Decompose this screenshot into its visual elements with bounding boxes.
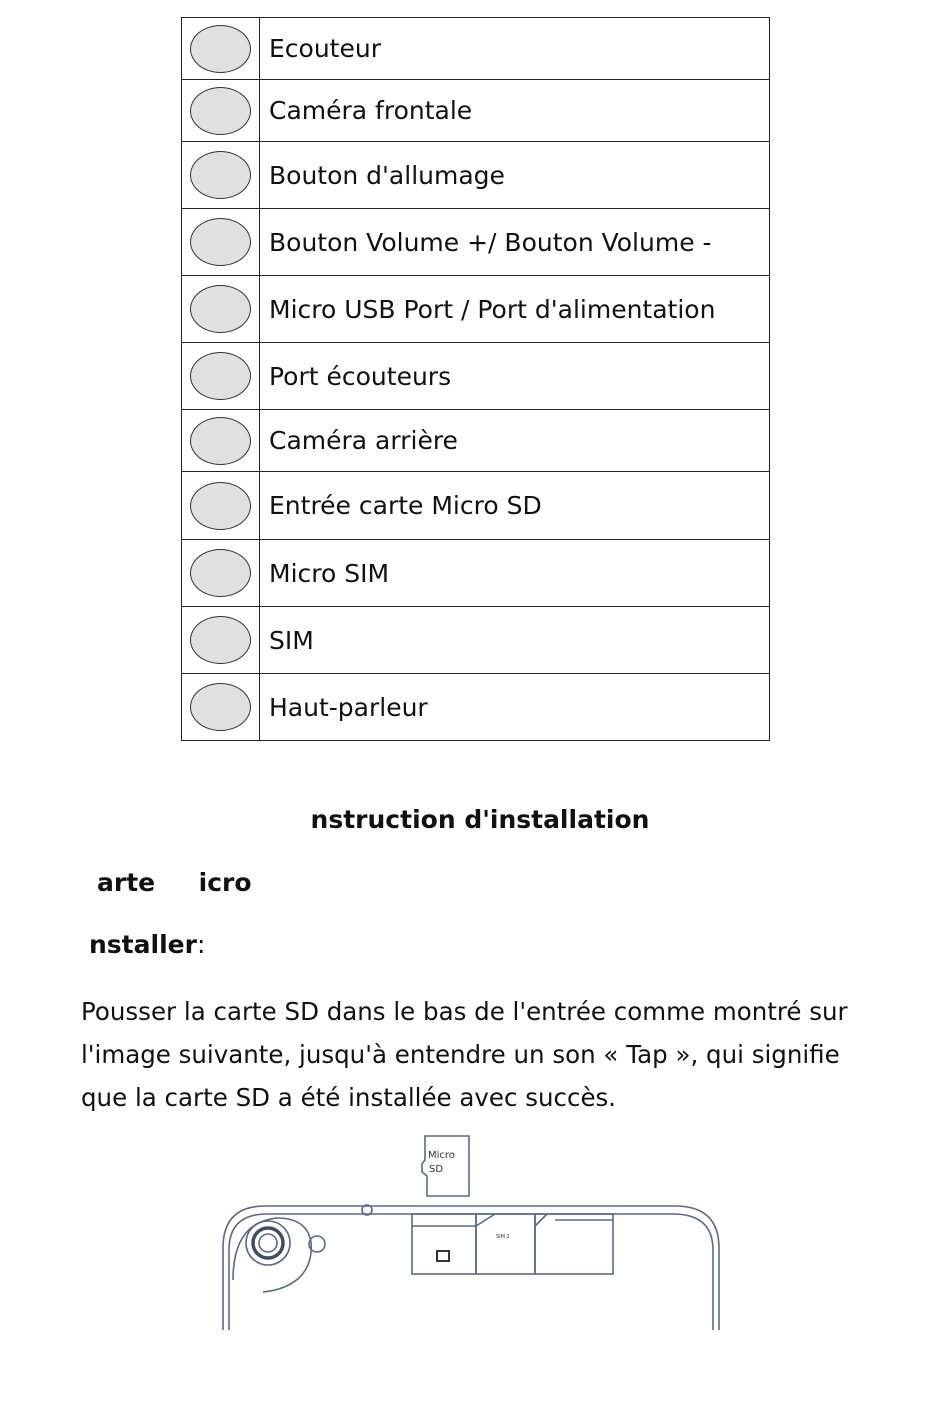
number-cell bbox=[182, 343, 260, 410]
table-row bbox=[182, 607, 770, 674]
paragraph-line: Pousser la carte SD dans le bas de l'entrée comme montré sur bbox=[81, 997, 848, 1026]
part-label: Caméra frontale bbox=[260, 80, 770, 142]
part-label: Port écouteurs bbox=[260, 343, 770, 410]
number-circle-icon bbox=[190, 218, 251, 266]
part-label: SIM bbox=[260, 607, 770, 674]
table-row bbox=[182, 343, 770, 410]
number-cell bbox=[182, 674, 260, 741]
part-label: Caméra arrière bbox=[260, 410, 770, 472]
number-circle-icon bbox=[190, 285, 251, 333]
number-circle-icon bbox=[190, 87, 251, 135]
install-label-text: nstaller bbox=[89, 930, 197, 959]
table-row bbox=[182, 472, 770, 540]
number-circle-icon bbox=[190, 151, 251, 199]
number-cell bbox=[182, 540, 260, 607]
number-cell bbox=[182, 276, 260, 343]
table-row bbox=[182, 276, 770, 343]
sim2-label: SIM 2 bbox=[496, 1234, 510, 1240]
part-label: Haut-parleur bbox=[260, 674, 770, 741]
sim2-slot bbox=[476, 1214, 535, 1274]
paragraph-line: que la carte SD a été installée avec succès. bbox=[81, 1083, 617, 1112]
number-circle-icon bbox=[190, 25, 251, 73]
part-label: Entrée carte Micro SD bbox=[260, 472, 770, 540]
sd-card-installation-diagram bbox=[215, 1130, 735, 1335]
number-cell bbox=[182, 472, 260, 540]
number-circle-icon bbox=[190, 616, 251, 664]
number-circle-icon bbox=[190, 417, 251, 465]
part-label: Micro SIM bbox=[260, 540, 770, 607]
part-label: Micro USB Port / Port d'alimentation bbox=[260, 276, 770, 343]
subsection-heading: arte icro bbox=[97, 868, 252, 897]
table-row bbox=[182, 674, 770, 741]
card-label-line2: SD bbox=[429, 1164, 444, 1175]
number-cell bbox=[182, 607, 260, 674]
paragraph-line: l'image suivante, jusqu'à entendre un son « Tap », qui signifie bbox=[81, 1040, 840, 1069]
number-cell bbox=[182, 18, 260, 80]
parts-table bbox=[181, 17, 770, 741]
phone-inner-outline bbox=[229, 1214, 713, 1330]
number-circle-icon bbox=[190, 549, 251, 597]
table-row bbox=[182, 142, 770, 209]
part-label: Bouton d'allumage bbox=[260, 142, 770, 209]
number-circle-icon bbox=[190, 482, 251, 530]
number-cell bbox=[182, 209, 260, 276]
part-label: Bouton Volume +/ Bouton Volume - bbox=[260, 209, 770, 276]
sd-slot bbox=[412, 1214, 476, 1274]
number-circle-icon bbox=[190, 352, 251, 400]
install-label-colon: : bbox=[196, 930, 206, 959]
section-heading: nstruction d'installation bbox=[310, 805, 650, 834]
number-cell bbox=[182, 142, 260, 209]
number-circle-icon bbox=[190, 683, 251, 731]
parts-table-body bbox=[182, 18, 770, 741]
phone-outline bbox=[223, 1206, 719, 1330]
sim-slot bbox=[535, 1214, 613, 1274]
install-label bbox=[89, 930, 205, 959]
card-label-line1: Micro bbox=[428, 1150, 455, 1161]
sd-slot-icon bbox=[437, 1251, 449, 1261]
table-row bbox=[182, 209, 770, 276]
table-row bbox=[182, 80, 770, 142]
number-cell bbox=[182, 410, 260, 472]
part-label: Ecouteur bbox=[260, 18, 770, 80]
table-row bbox=[182, 18, 770, 80]
number-cell bbox=[182, 80, 260, 142]
instruction-paragraph bbox=[81, 990, 871, 1119]
table-row bbox=[182, 410, 770, 472]
table-row bbox=[182, 540, 770, 607]
